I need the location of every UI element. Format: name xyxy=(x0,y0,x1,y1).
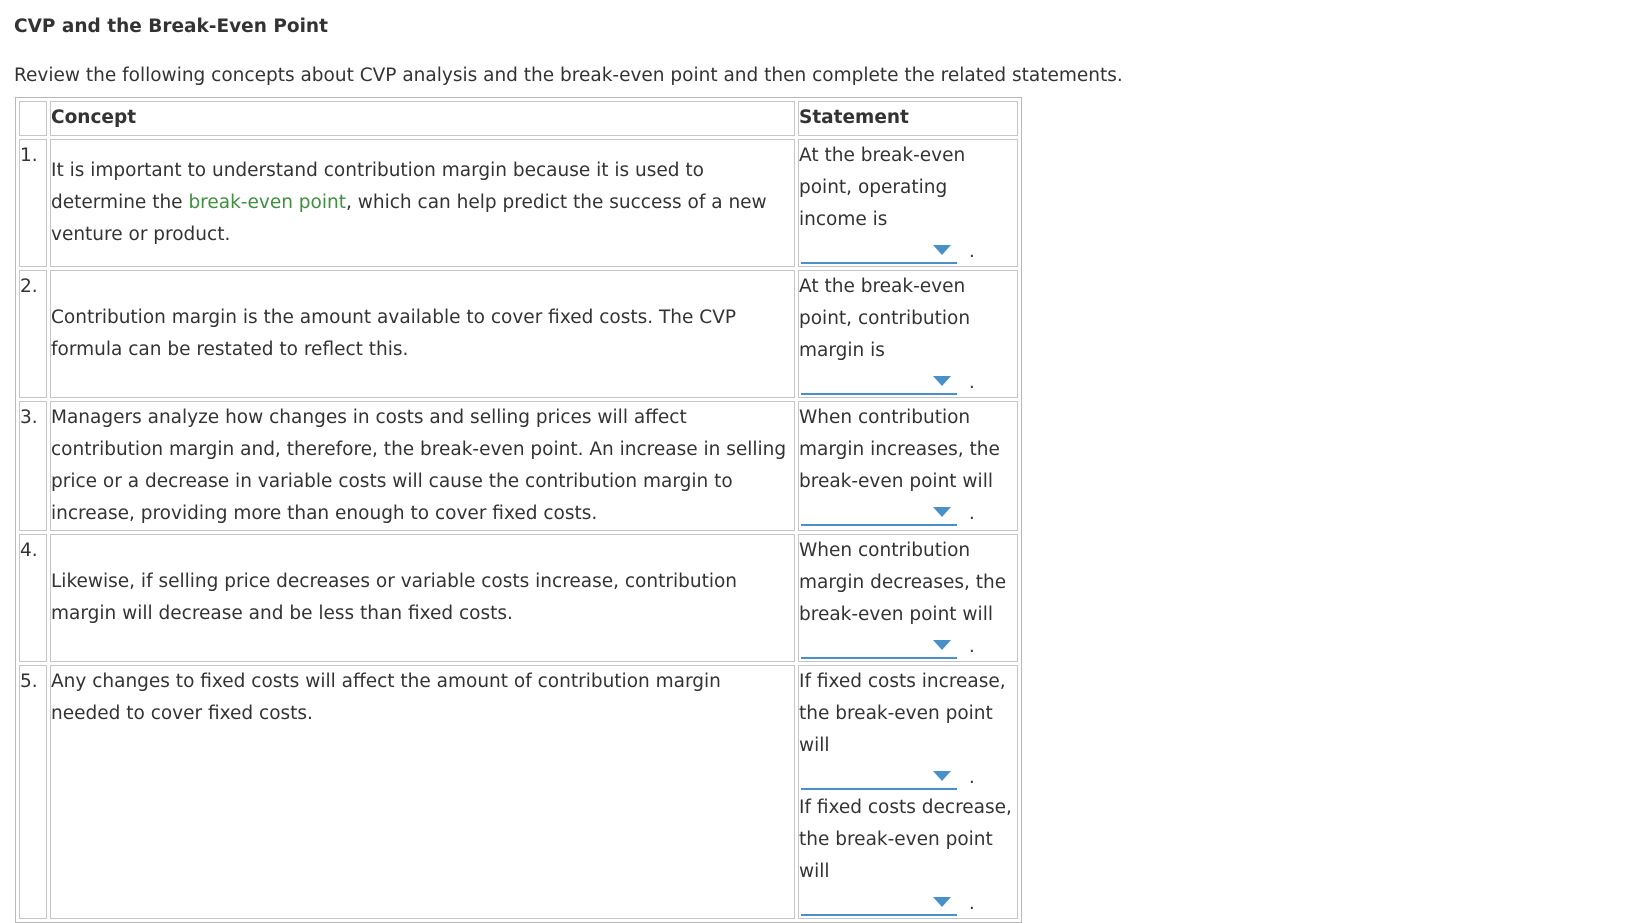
statement-text: When contribution margin decreases, the break-even point will xyxy=(799,540,1007,625)
intro-text: Review the following concepts about CVP analysis and the break-even point and then complete the related statements. xyxy=(14,65,1123,86)
table-row xyxy=(19,139,1018,267)
caret-down-icon xyxy=(933,640,951,650)
statement-text: When contribution margin increases, the break-even point will xyxy=(799,407,1000,492)
row-number: 3. xyxy=(19,401,47,531)
statement-end: . xyxy=(969,893,975,914)
statement-text: At the break-even point, contribution margin is xyxy=(799,276,971,361)
header-statement: Statement xyxy=(798,101,1018,136)
concept-cell: Contribution margin is the amount available to cover fixed costs. The CVP formula can be restated to reflect this. xyxy=(50,270,795,398)
statement-text: If fixed costs decrease, the break-even point will xyxy=(799,797,1012,882)
header-concept: Concept xyxy=(50,101,795,136)
statement-end: . xyxy=(969,503,975,524)
header-num xyxy=(19,101,47,136)
row-number: 2. xyxy=(19,270,47,398)
concept-cell: Likewise, if selling price decreases or variable costs increase, contribution margin will decrease and be less than fixed costs. xyxy=(50,534,795,662)
statement-end: . xyxy=(969,636,975,657)
statement-end: . xyxy=(969,372,975,393)
caret-down-icon xyxy=(933,376,951,386)
caret-down-icon xyxy=(933,771,951,781)
answer-dropdown-2[interactable] xyxy=(801,369,957,395)
statement-cell xyxy=(798,665,1018,919)
answer-dropdown-4[interactable] xyxy=(801,633,957,659)
table-row xyxy=(19,665,1018,919)
statement-cell xyxy=(798,534,1018,662)
caret-down-icon xyxy=(933,507,951,517)
answer-dropdown-5b[interactable] xyxy=(801,890,957,916)
page-title: CVP and the Break-Even Point xyxy=(14,16,328,37)
table-row xyxy=(19,534,1018,662)
answer-dropdown-1[interactable] xyxy=(801,238,957,264)
concept-highlight-term: break-even point xyxy=(188,192,346,213)
statement-end: . xyxy=(969,241,975,262)
statement-cell xyxy=(798,270,1018,398)
statement-end: . xyxy=(969,767,975,788)
concept-cell: Any changes to fixed costs will affect the amount of contribution margin needed to cover fixed costs. xyxy=(50,665,795,919)
row-number: 1. xyxy=(19,139,47,267)
concept-cell xyxy=(50,139,795,267)
table-row xyxy=(19,401,1018,531)
concept-text: It is important to understand contribution margin because it is used to determine the xyxy=(51,160,705,213)
concepts-table xyxy=(15,97,1022,923)
caret-down-icon xyxy=(933,245,951,255)
caret-down-icon xyxy=(933,897,951,907)
concept-cell: Managers analyze how changes in costs and selling prices will affect contribution margin and, therefore, the break-even point. An increase in selling price or a decrease in variable costs will cause the contribution margin to increase, providing more than enough to cover fixed costs. xyxy=(50,401,795,531)
statement-text: At the break-even point, operating income is xyxy=(799,145,966,230)
answer-dropdown-3[interactable] xyxy=(801,500,957,526)
row-number: 5. xyxy=(19,665,47,919)
header-row xyxy=(19,101,1018,136)
row-number: 4. xyxy=(19,534,47,662)
answer-dropdown-5a[interactable] xyxy=(801,764,957,790)
concept-text-end: , which can help predict the success of a new venture or product. xyxy=(51,192,767,245)
statement-text: If fixed costs increase, the break-even point will xyxy=(799,671,1006,756)
statement-cell xyxy=(798,401,1018,531)
statement-cell xyxy=(798,139,1018,267)
table-row xyxy=(19,270,1018,398)
